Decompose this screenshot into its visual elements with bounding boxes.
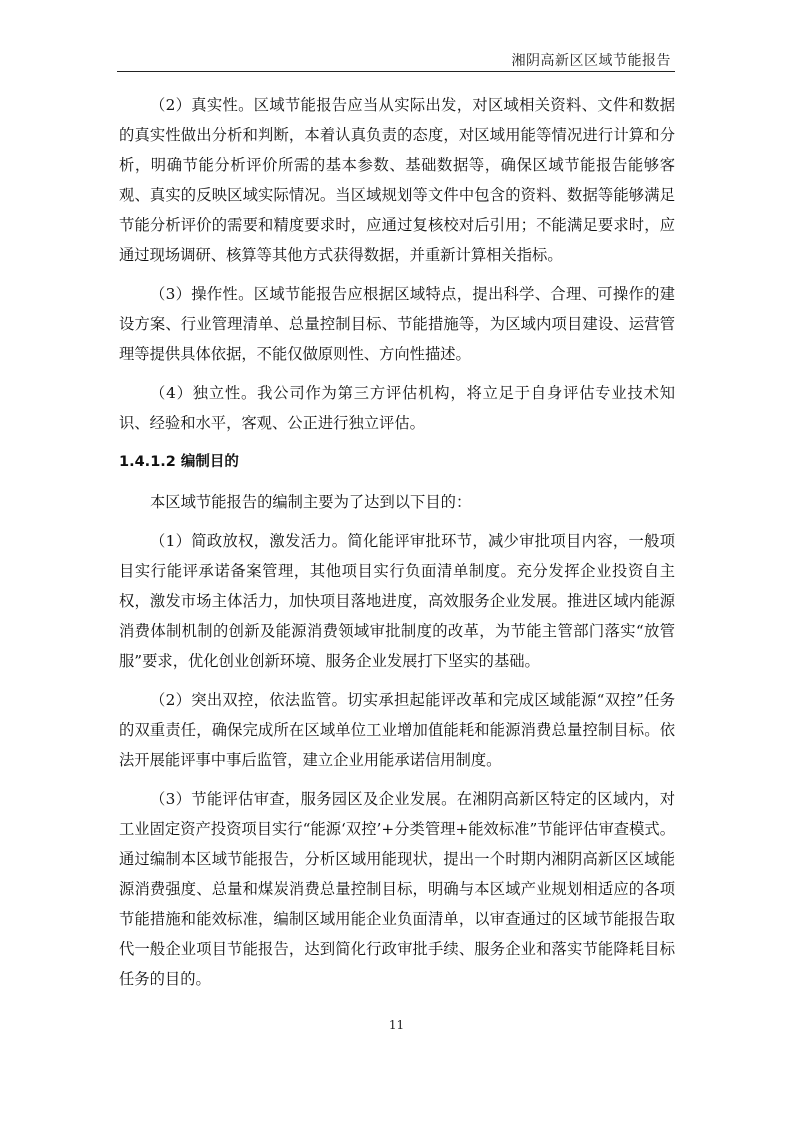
paragraph-purpose-3: （3）节能评估审查，服务园区及企业发展。在湘阴高新区特定的区域内，对工业固定资产投资项目实行“能源‘双控’+分类管理+能效标准”节能评估审查模式。通过编制本区域节能报告，分析区域用能现状，提出一个时期内湘阴高新区区域能源消费强度、总量和煤炭消费总量控制目标，明确与本区域产业规划相适应的各项节能措施和能效标准，编制区域用能企业负面清单，以审查通过的区域节能报告取代一般企业项目节能报告，达到简化行政审批手续、服务企业和落实节能降耗目标任务的目的。	[119, 790, 675, 988]
page-number: 11	[388, 1018, 405, 1032]
paragraph-independence: （4）独立性。我公司作为第三方评估机构，将立足于自身评估专业技术知识、经验和水平，客观、公正进行独立评估。	[119, 384, 675, 432]
document-body	[119, 90, 675, 1003]
paragraph-intro: 本区域节能报告的编制主要为了达到以下目的：	[150, 493, 472, 511]
section-heading: 1.4.1.2 编制目的	[119, 454, 239, 470]
paragraph-purpose-1: （1）简政放权，激发活力。简化能评审批环节，减少审批项目内容，一般项目实行能评承诺备案管理，其他项目实行负面清单制度。充分发挥企业投资自主权，激发市场主体活力，加快项目落地进度，高效服务企业发展。推进区域内能源消费体制机制的创新及能源消费领域审批制度的改革，为节能主管部门落实“放管服”要求，优化创业创新环境、服务企业发展打下坚实的基础。	[119, 532, 675, 670]
paragraph-purpose-2: （2）突出双控，依法监管。切实承担起能评改革和完成区域能源“双控”任务的双重责任，确保完成所在区域单位工业增加值能耗和能源消费总量控制目标。依法开展能评事中事后监管，建立企业用能承诺信用制度。	[119, 691, 675, 769]
running-header-title: 湘阴高新区区域节能报告	[511, 53, 671, 69]
paragraph-operability: （3）操作性。区域节能报告应根据区域特点，提出科学、合理、可操作的建设方案、行业管理清单、总量控制目标、节能措施等，为区域内项目建设、运营管理等提供具体依据，不能仅做原则性、方向性描述。	[119, 285, 675, 363]
header-divider	[117, 71, 675, 72]
paragraph-authenticity: （2）真实性。区域节能报告应当从实际出发，对区域相关资料、文件和数据的真实性做出分析和判断，本着认真负责的态度，对区域用能等情况进行计算和分析，明确节能分析评价所需的基本参数、基础数据等，确保区域节能报告能够客观、真实的反映区域实际情况。当区域规划等文件中包含的资料、数据等能够满足节能分析评价的需要和精度要求时，应通过复核校对后引用；不能满足要求时，应通过现场调研、核算等其他方式获得数据，并重新计算相关指标。	[119, 96, 675, 264]
